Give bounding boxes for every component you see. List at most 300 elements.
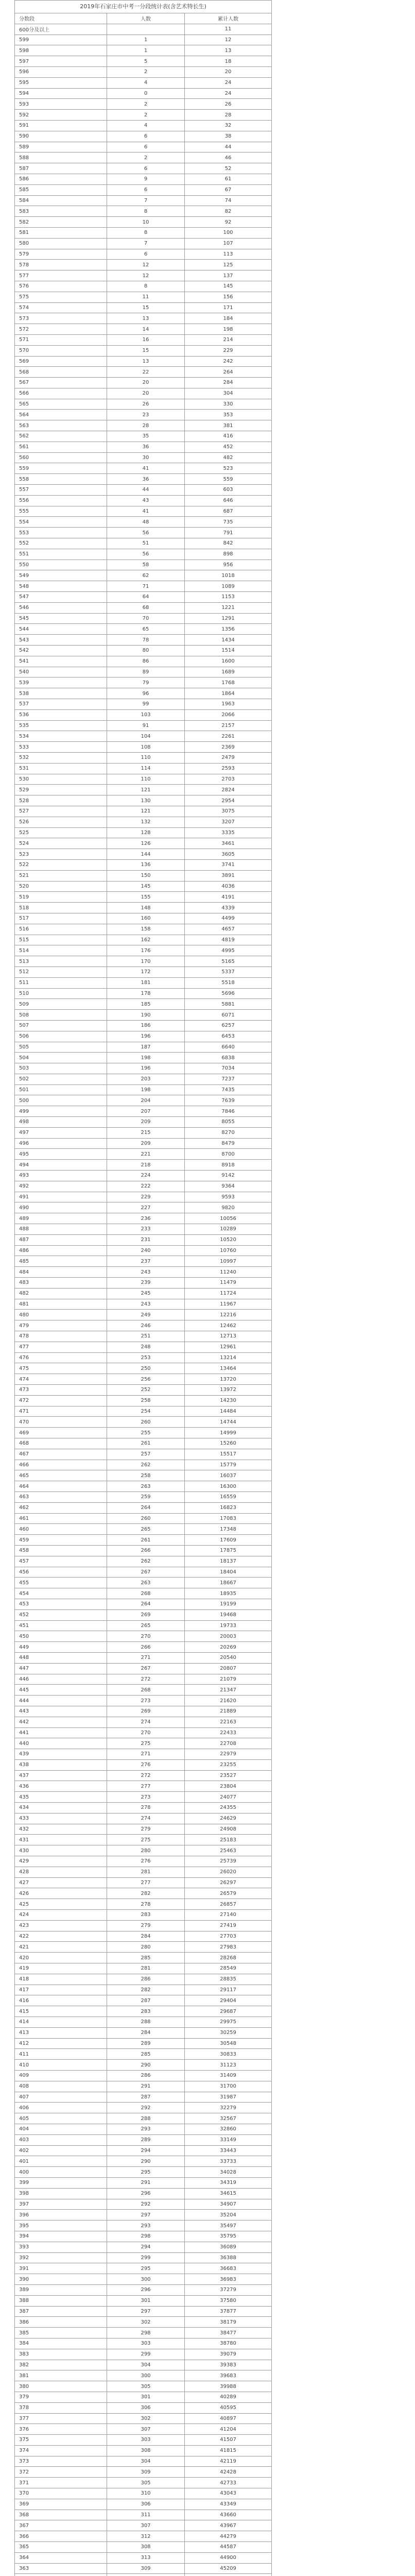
cumulative-cell: [185, 2574, 272, 2576]
count-cell: 178: [107, 988, 185, 999]
table-row: [15, 1320, 272, 1331]
count-cell: 176: [107, 945, 185, 956]
score-cell: 557: [15, 485, 107, 496]
count-cell: 308: [107, 2445, 185, 2456]
table-row: [15, 602, 272, 613]
table-row: [15, 2177, 272, 2188]
score-cell: 435: [15, 1792, 107, 1803]
count-cell: 297: [107, 2306, 185, 2317]
count-cell: 261: [107, 1438, 185, 1449]
count-cell: 270: [107, 1727, 185, 1738]
table-row: [15, 2467, 272, 2478]
table-row: [15, 1588, 272, 1599]
table-row: [15, 152, 272, 163]
cumulative-cell: 10997: [185, 1256, 272, 1267]
cumulative-cell: 27983: [185, 1942, 272, 1953]
table-row: [15, 2478, 272, 2488]
table-row: [15, 1749, 272, 1760]
score-cell: 472: [15, 1395, 107, 1406]
count-cell: 70: [107, 613, 185, 624]
count-cell: 2: [107, 110, 185, 121]
count-cell: 300: [107, 2370, 185, 2381]
count-cell: 272: [107, 1674, 185, 1685]
score-cell: 364: [15, 2552, 107, 2563]
count-cell: 267: [107, 1663, 185, 1674]
count-cell: 6: [107, 131, 185, 142]
score-cell: 597: [15, 56, 107, 67]
table-row: [15, 66, 272, 77]
score-cell: 414: [15, 2017, 107, 2028]
table-row: [15, 2552, 272, 2563]
count-cell: 273: [107, 1792, 185, 1803]
cumulative-cell: 36983: [185, 2274, 272, 2285]
score-cell: 582: [15, 217, 107, 228]
cumulative-cell: 32: [185, 120, 272, 131]
cumulative-cell: 74: [185, 195, 272, 206]
table-row: [15, 1706, 272, 1717]
cumulative-cell: 7639: [185, 1095, 272, 1106]
table-row: [15, 110, 272, 121]
cumulative-cell: 1356: [185, 624, 272, 635]
cumulative-cell: 40897: [185, 2413, 272, 2424]
score-cell: 451: [15, 1620, 107, 1631]
table-row: [15, 549, 272, 560]
cumulative-cell: 30833: [185, 2049, 272, 2060]
count-cell: 0: [107, 88, 185, 99]
table-row: [15, 924, 272, 935]
count-cell: 237: [107, 1256, 185, 1267]
table-row: [15, 1835, 272, 1845]
count-cell: 4: [107, 120, 185, 131]
table-row: [15, 1652, 272, 1663]
table-row: [15, 1759, 272, 1770]
cumulative-cell: 646: [185, 495, 272, 506]
cumulative-cell: 198: [185, 324, 272, 335]
count-cell: 121: [107, 806, 185, 817]
cumulative-cell: 1434: [185, 635, 272, 646]
cumulative-cell: 33443: [185, 2145, 272, 2156]
table-row: [15, 1149, 272, 1160]
cumulative-cell: 898: [185, 549, 272, 560]
cumulative-cell: 1963: [185, 699, 272, 710]
count-cell: 307: [107, 2424, 185, 2435]
count-cell: 43: [107, 495, 185, 506]
cumulative-cell: 25739: [185, 1856, 272, 1867]
table-row: [15, 1245, 272, 1256]
table-row: [15, 2531, 272, 2542]
score-cell: 588: [15, 152, 107, 163]
cumulative-cell: 12961: [185, 1342, 272, 1352]
cumulative-cell: 10520: [185, 1234, 272, 1245]
count-cell: 30: [107, 452, 185, 463]
score-cell: 583: [15, 206, 107, 217]
cumulative-cell: 1291: [185, 613, 272, 624]
table-row: [15, 688, 272, 699]
table-row: [15, 1160, 272, 1171]
count-cell: 283: [107, 2006, 185, 2017]
table-row: [15, 2295, 272, 2306]
cumulative-cell: 67: [185, 184, 272, 195]
table-row: [15, 399, 272, 410]
header-cumulative: 累计人数: [185, 13, 272, 24]
cumulative-cell: 11: [185, 24, 272, 35]
cumulative-cell: 10289: [185, 1224, 272, 1235]
score-cell: 396: [15, 2210, 107, 2221]
cumulative-cell: 6257: [185, 1020, 272, 1031]
score-cell: 401: [15, 2156, 107, 2167]
table-row: [15, 356, 272, 367]
count-cell: 271: [107, 1749, 185, 1760]
count-cell: 56: [107, 549, 185, 560]
table-row: [15, 1985, 272, 1995]
count-cell: 35: [107, 431, 185, 442]
cumulative-cell: 20269: [185, 1642, 272, 1653]
table-row: [15, 506, 272, 517]
table-row: [15, 2124, 272, 2134]
count-cell: 10: [107, 217, 185, 228]
count-cell: 186: [107, 1020, 185, 1031]
score-cell: 553: [15, 528, 107, 538]
cumulative-cell: 1864: [185, 688, 272, 699]
cumulative-cell: 41204: [185, 2424, 272, 2435]
count-cell: 300: [107, 2274, 185, 2285]
score-cell: 387: [15, 2306, 107, 2317]
count-cell: 299: [107, 2252, 185, 2263]
table-row: [15, 988, 272, 999]
count-cell: 258: [107, 1470, 185, 1481]
cumulative-cell: 3075: [185, 806, 272, 817]
cumulative-cell: 137: [185, 270, 272, 281]
table-row: [15, 956, 272, 967]
count-cell: 267: [107, 1567, 185, 1578]
cumulative-cell: 24077: [185, 1792, 272, 1803]
score-cell: 411: [15, 2049, 107, 2060]
cumulative-cell: 4191: [185, 892, 272, 903]
score-cell: 367: [15, 2520, 107, 2531]
table-row: [15, 1331, 272, 1342]
table-row: [15, 2499, 272, 2510]
count-cell: 288: [107, 2017, 185, 2028]
table-row: [15, 2006, 272, 2017]
table-row: [15, 1449, 272, 1460]
table-row: [15, 1310, 272, 1320]
cumulative-cell: 27140: [185, 1910, 272, 1921]
cumulative-cell: 482: [185, 452, 272, 463]
table-row: [15, 1599, 272, 1609]
table-row: [15, 1395, 272, 1406]
count-cell: 284: [107, 1931, 185, 1942]
cumulative-cell: 4036: [185, 881, 272, 892]
cumulative-cell: 37580: [185, 2295, 272, 2306]
cumulative-cell: 156: [185, 292, 272, 302]
count-cell: 7: [107, 238, 185, 249]
count-cell: 290: [107, 2060, 185, 2071]
score-cell: 493: [15, 1171, 107, 1181]
score-cell: 525: [15, 827, 107, 838]
table-row: [15, 302, 272, 313]
table-row: [15, 635, 272, 646]
count-cell: 79: [107, 677, 185, 688]
table-row: [15, 1931, 272, 1942]
score-cell: 537: [15, 699, 107, 710]
score-cell: 539: [15, 677, 107, 688]
cumulative-cell: 13464: [185, 1363, 272, 1374]
score-cell: 510: [15, 988, 107, 999]
table-row: [15, 838, 272, 849]
count-cell: 248: [107, 1342, 185, 1352]
count-cell: 268: [107, 1588, 185, 1599]
table-row: [15, 999, 272, 1010]
score-cell: 370: [15, 2488, 107, 2499]
count-cell: 86: [107, 656, 185, 667]
cumulative-cell: 10760: [185, 1245, 272, 1256]
cumulative-cell: 4339: [185, 903, 272, 913]
score-cell: 438: [15, 1759, 107, 1770]
score-cell: 599: [15, 35, 107, 45]
table-row: [15, 1502, 272, 1513]
cumulative-cell: 13720: [185, 1374, 272, 1385]
count-cell: 276: [107, 1759, 185, 1770]
table-row: [15, 1256, 272, 1267]
score-cell: 466: [15, 1460, 107, 1470]
count-cell: 243: [107, 1299, 185, 1310]
count-cell: 65: [107, 624, 185, 635]
cumulative-cell: 32860: [185, 2124, 272, 2134]
table-row: [15, 1374, 272, 1385]
score-cell: 591: [15, 120, 107, 131]
count-cell: 239: [107, 1278, 185, 1289]
table-row: [15, 1385, 272, 1396]
count-cell: 271: [107, 1652, 185, 1663]
count-cell: 1: [107, 35, 185, 45]
cumulative-cell: 16559: [185, 1492, 272, 1502]
cumulative-cell: 7435: [185, 1084, 272, 1095]
table-row: [15, 1010, 272, 1021]
count-cell: 269: [107, 1609, 185, 1620]
table-row: [15, 2370, 272, 2381]
cumulative-cell: 35795: [185, 2231, 272, 2242]
table-row: [15, 774, 272, 785]
score-cell: 489: [15, 1213, 107, 1224]
table-row: [15, 260, 272, 270]
cumulative-cell: 37279: [185, 2284, 272, 2295]
cumulative-cell: 559: [185, 474, 272, 485]
table-row: [15, 2263, 272, 2274]
cumulative-cell: 603: [185, 485, 272, 496]
score-cell: 426: [15, 1888, 107, 1899]
count-cell: 207: [107, 1106, 185, 1117]
table-row: [15, 1031, 272, 1042]
table-row: [15, 817, 272, 827]
cumulative-cell: 24908: [185, 1824, 272, 1835]
table-row: [15, 2317, 272, 2328]
score-cell: 506: [15, 1031, 107, 1042]
table-row: [15, 2328, 272, 2338]
score-cell: 422: [15, 1931, 107, 1942]
cumulative-cell: 18: [185, 56, 272, 67]
table-row: [15, 1738, 272, 1749]
count-cell: 36: [107, 474, 185, 485]
cumulative-cell: 2261: [185, 731, 272, 742]
cumulative-cell: 5518: [185, 977, 272, 988]
count-cell: 294: [107, 2145, 185, 2156]
score-cell: 479: [15, 1320, 107, 1331]
cumulative-cell: 8479: [185, 1138, 272, 1149]
count-cell: 136: [107, 859, 185, 870]
count-cell: 275: [107, 1738, 185, 1749]
count-cell: 48: [107, 517, 185, 528]
count-cell: 2: [107, 66, 185, 77]
count-cell: 292: [107, 2103, 185, 2113]
score-cell: 520: [15, 881, 107, 892]
cumulative-cell: 11967: [185, 1299, 272, 1310]
count-cell: 311: [107, 2510, 185, 2520]
count-cell: 264: [107, 1599, 185, 1609]
table-row: [15, 613, 272, 624]
cumulative-cell: 2157: [185, 720, 272, 731]
table-row: [15, 1117, 272, 1128]
score-cell: 545: [15, 613, 107, 624]
score-cell: 430: [15, 1845, 107, 1856]
count-cell: 270: [107, 1631, 185, 1642]
table-row: [15, 1171, 272, 1181]
cumulative-cell: 27703: [185, 1931, 272, 1942]
table-row: [15, 785, 272, 795]
table-row: [15, 859, 272, 870]
table-row: [15, 1620, 272, 1631]
count-cell: 236: [107, 1213, 185, 1224]
table-row: [15, 2252, 272, 2263]
score-cell: 454: [15, 1588, 107, 1599]
table-row: [15, 131, 272, 142]
cumulative-cell: 7846: [185, 1106, 272, 1117]
score-cell: 457: [15, 1556, 107, 1567]
table-row: [15, 1492, 272, 1502]
cumulative-cell: 184: [185, 313, 272, 324]
cumulative-cell: 6071: [185, 1010, 272, 1021]
score-cell: 499: [15, 1106, 107, 1117]
cumulative-cell: 42733: [185, 2478, 272, 2488]
score-cell: 531: [15, 763, 107, 774]
count-cell: 274: [107, 1813, 185, 1824]
score-cell: 421: [15, 1942, 107, 1953]
score-distribution-document: [14, 0, 272, 2576]
cumulative-cell: 17348: [185, 1524, 272, 1535]
cumulative-cell: 31123: [185, 2060, 272, 2071]
table-row: [15, 2199, 272, 2210]
count-cell: 274: [107, 1717, 185, 1727]
count-cell: 288: [107, 2113, 185, 2124]
score-cell: 555: [15, 506, 107, 517]
table-row: [15, 935, 272, 945]
score-cell: 541: [15, 656, 107, 667]
table-row: [15, 2510, 272, 2520]
cumulative-cell: 2369: [185, 742, 272, 753]
cumulative-cell: 284: [185, 378, 272, 388]
score-cell: 534: [15, 731, 107, 742]
table-row: [15, 2445, 272, 2456]
score-cell: 535: [15, 720, 107, 731]
table-row: [15, 1867, 272, 1877]
score-cell: 378: [15, 2402, 107, 2413]
cumulative-cell: 34319: [185, 2177, 272, 2188]
cumulative-cell: 2703: [185, 774, 272, 785]
cumulative-cell: 17083: [185, 1513, 272, 1524]
count-cell: 282: [107, 1888, 185, 1899]
score-cell: 443: [15, 1706, 107, 1717]
score-cell: 465: [15, 1470, 107, 1481]
count-cell: 281: [107, 1867, 185, 1877]
count-cell: 298: [107, 2231, 185, 2242]
score-cell: 374: [15, 2445, 107, 2456]
table-row: [15, 324, 272, 335]
score-cell: 484: [15, 1267, 107, 1278]
cumulative-cell: 2593: [185, 763, 272, 774]
table-row: [15, 1053, 272, 1063]
table-row: [15, 742, 272, 753]
count-cell: 301: [107, 2295, 185, 2306]
count-cell: 41: [107, 506, 185, 517]
cumulative-cell: 61: [185, 174, 272, 184]
table-row: [15, 452, 272, 463]
count-cell: 291: [107, 2081, 185, 2092]
score-cell: 404: [15, 2124, 107, 2134]
count-cell: 62: [107, 570, 185, 581]
cumulative-cell: 11240: [185, 1267, 272, 1278]
table-row: [15, 2060, 272, 2071]
table-row: [15, 1406, 272, 1417]
count-cell: 273: [107, 1696, 185, 1706]
score-cell: 395: [15, 2221, 107, 2231]
cumulative-cell: 44: [185, 142, 272, 152]
score-cell: 536: [15, 709, 107, 720]
table-row: [15, 442, 272, 452]
cumulative-cell: 13: [185, 45, 272, 56]
score-cell: 487: [15, 1234, 107, 1245]
table-row: [15, 388, 272, 399]
table-row: [15, 752, 272, 763]
table-row: [15, 731, 272, 742]
table-row: [15, 410, 272, 420]
score-cell: 425: [15, 1899, 107, 1910]
table-row: [15, 2574, 272, 2576]
table-row: [15, 2542, 272, 2553]
cumulative-cell: 18137: [185, 1556, 272, 1567]
score-cell: 530: [15, 774, 107, 785]
table-row: [15, 1127, 272, 1138]
score-cell: 403: [15, 2134, 107, 2145]
count-cell: 121: [107, 785, 185, 795]
score-cell: 432: [15, 1824, 107, 1835]
table-row: [15, 1717, 272, 1727]
table-row: [15, 334, 272, 345]
table-row: [15, 1524, 272, 1535]
table-row: [15, 806, 272, 817]
cumulative-cell: 242: [185, 356, 272, 367]
cumulative-cell: 9593: [185, 1192, 272, 1202]
score-cell: 573: [15, 313, 107, 324]
cumulative-cell: 8918: [185, 1160, 272, 1171]
count-cell: 218: [107, 1160, 185, 1171]
count-cell: 266: [107, 1642, 185, 1653]
cumulative-cell: 20003: [185, 1631, 272, 1642]
score-cell: 375: [15, 2435, 107, 2446]
cumulative-cell: 39683: [185, 2370, 272, 2381]
table-row: [15, 1578, 272, 1588]
cumulative-cell: 28268: [185, 1953, 272, 1963]
score-cell: 409: [15, 2071, 107, 2081]
cumulative-cell: 41507: [185, 2435, 272, 2446]
